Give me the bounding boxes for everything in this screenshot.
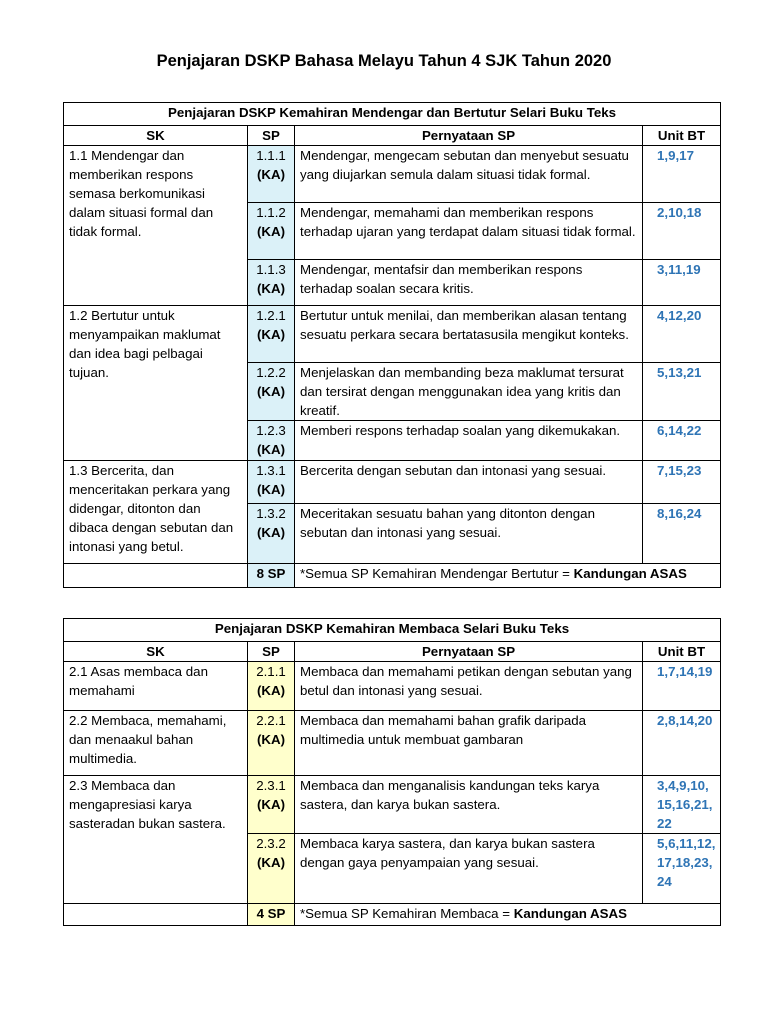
sp-total: 4 SP [248,904,295,926]
footer-empty-cell [64,904,248,926]
footer-empty-cell [64,564,248,588]
sp-code: 2.3.2 [256,836,286,851]
sp-ka: (KA) [256,224,286,239]
sp-code: 2.1.1 [256,664,286,679]
footer-note-bold: Kandungan ASAS [573,566,687,581]
unit-cell: 1,9,17 [643,146,721,203]
unit-cell: 2,10,18 [643,203,721,260]
table-footer-row [64,564,721,588]
table-caption: Penjajaran DSKP Kemahiran Membaca Selari Buku Teks [64,619,721,642]
unit-cell: 4,12,20 [643,306,721,363]
sp-code: 1.2.2 [256,365,286,380]
sp-ka: (KA) [256,855,286,870]
header-pernyataan: Pernyataan SP [295,642,643,662]
page-title: Penjajaran DSKP Bahasa Melayu Tahun 4 SJK Tahun 2020 [156,52,612,70]
header-sk: SK [64,642,248,662]
sp-ka: (KA) [256,732,286,747]
sp-cell [248,260,295,306]
sk-cell: 2.1 Asas membaca dan memahami [64,662,248,711]
sp-cell [248,504,295,564]
table-row [64,776,721,834]
unit-cell: 1,7,14,19 [643,662,721,711]
table-row [64,306,721,363]
pernyataan-cell: Membaca karya sastera, dan karya bukan sastera dengan gaya penyampaian yang sesuai. [295,834,643,904]
table-row [64,461,721,504]
pernyataan-cell: Membaca dan memahami petikan dengan sebutan yang betul dan intonasi yang sesuai. [295,662,643,711]
unit-cell: 2,8,14,20 [643,711,721,776]
sk-cell: 1.3 Bercerita, dan menceritakan perkara yang didengar, ditonton dan dibaca dengan sebutan dan intonasi yang betul. [64,461,248,564]
pernyataan-cell: Membaca dan memahami bahan grafik daripada multimedia untuk membuat gambaran [295,711,643,776]
sk-cell: 1.2 Bertutur untuk menyampaikan maklumat dan idea bagi pelbagai tujuan. [64,306,248,461]
table-row [64,662,721,711]
sp-cell [248,363,295,421]
sp-ka: (KA) [256,683,286,698]
footer-note [295,564,721,588]
sp-ka: (KA) [256,797,286,812]
pernyataan-cell: Mendengar, mentafsir dan memberikan respons terhadap soalan secara kritis. [295,260,643,306]
sp-code: 2.3.1 [256,778,286,793]
sp-code: 1.3.2 [256,506,286,521]
table-mendengar-bertutur [63,102,721,588]
sp-cell [248,662,295,711]
sk-cell: 1.1 Mendengar dan memberikan respons semasa berkomunikasi dalam situasi formal dan tidak formal. [64,146,248,306]
pernyataan-cell: Bertutur untuk menilai, dan memberikan alasan tentang sesuatu perkara secara bertatasusila mengikut konteks. [295,306,643,363]
unit-cell: 7,15,23 [643,461,721,504]
sk-cell: 2.3 Membaca dan mengapresiasi karya sasteradan bukan sastera. [64,776,248,904]
unit-cell: 5,13,21 [643,363,721,421]
table-membaca [63,618,721,926]
sp-code: 1.1.3 [256,262,286,277]
sp-total: 8 SP [248,564,295,588]
sp-ka: (KA) [256,442,286,457]
header-pernyataan: Pernyataan SP [295,126,643,146]
unit-cell: 3,11,19 [643,260,721,306]
pernyataan-cell: Mendengar, mengecam sebutan dan menyebut sesuatu yang diujarkan semula dalam situasi tidak formal. [295,146,643,203]
sp-code: 2.2.1 [256,713,286,728]
sp-ka: (KA) [256,327,286,342]
sp-cell [248,776,295,834]
table-footer-row [64,904,721,926]
pernyataan-cell: Membaca dan menganalisis kandungan teks karya sastera, dan karya bukan sastera. [295,776,643,834]
sp-cell [248,461,295,504]
pernyataan-cell: Menjelaskan dan membanding beza maklumat tersurat dan tersirat dengan menggunakan idea yang kritis dan kreatif. [295,363,643,421]
sp-code: 1.1.2 [256,205,286,220]
table-row [64,711,721,776]
table-row [64,146,721,203]
sp-ka: (KA) [256,167,286,182]
header-unit: Unit BT [643,126,721,146]
header-sp: SP [248,642,295,662]
footer-note-text: *Semua SP Kemahiran Mendengar Bertutur = [300,566,574,581]
sp-cell [248,306,295,363]
footer-note-bold: Kandungan ASAS [513,906,628,921]
pernyataan-cell: Bercerita dengan sebutan dan intonasi yang sesuai. [295,461,643,504]
sp-code: 1.2.3 [256,423,286,438]
sp-ka: (KA) [256,384,286,399]
footer-note-text: *Semua SP Kemahiran Membaca = [300,906,514,921]
sp-ka: (KA) [256,482,286,497]
footer-note [295,904,721,926]
pernyataan-cell: Mendengar, memahami dan memberikan respons terhadap ujaran yang terdapat dalam situasi tidak formal. [295,203,643,260]
sk-cell: 2.2 Membaca, memahami, dan menaakul bahan multimedia. [64,711,248,776]
sp-ka: (KA) [256,281,286,296]
sp-cell [248,146,295,203]
header-unit: Unit BT [643,642,721,662]
unit-cell: 8,16,24 [643,504,721,564]
table-caption: Penjajaran DSKP Kemahiran Mendengar dan Bertutur Selari Buku Teks [64,103,721,126]
pernyataan-cell: Memberi respons terhadap soalan yang dikemukakan. [295,421,643,461]
sp-cell [248,711,295,776]
pernyataan-cell: Meceritakan sesuatu bahan yang ditonton dengan sebutan dan intonasi yang sesuai. [295,504,643,564]
header-sk: SK [64,126,248,146]
sp-cell [248,203,295,260]
sp-ka: (KA) [256,525,286,540]
header-sp: SP [248,126,295,146]
unit-cell: 6,14,22 [643,421,721,461]
unit-cell: 3,4,9,10, 15,16,21, 22 [643,776,721,834]
sp-cell [248,421,295,461]
unit-cell: 5,6,11,12, 17,18,23, 24 [643,834,721,904]
sp-code: 1.2.1 [256,308,286,323]
sp-code: 1.1.1 [256,148,286,163]
sp-cell [248,834,295,904]
sp-code: 1.3.1 [256,463,286,478]
